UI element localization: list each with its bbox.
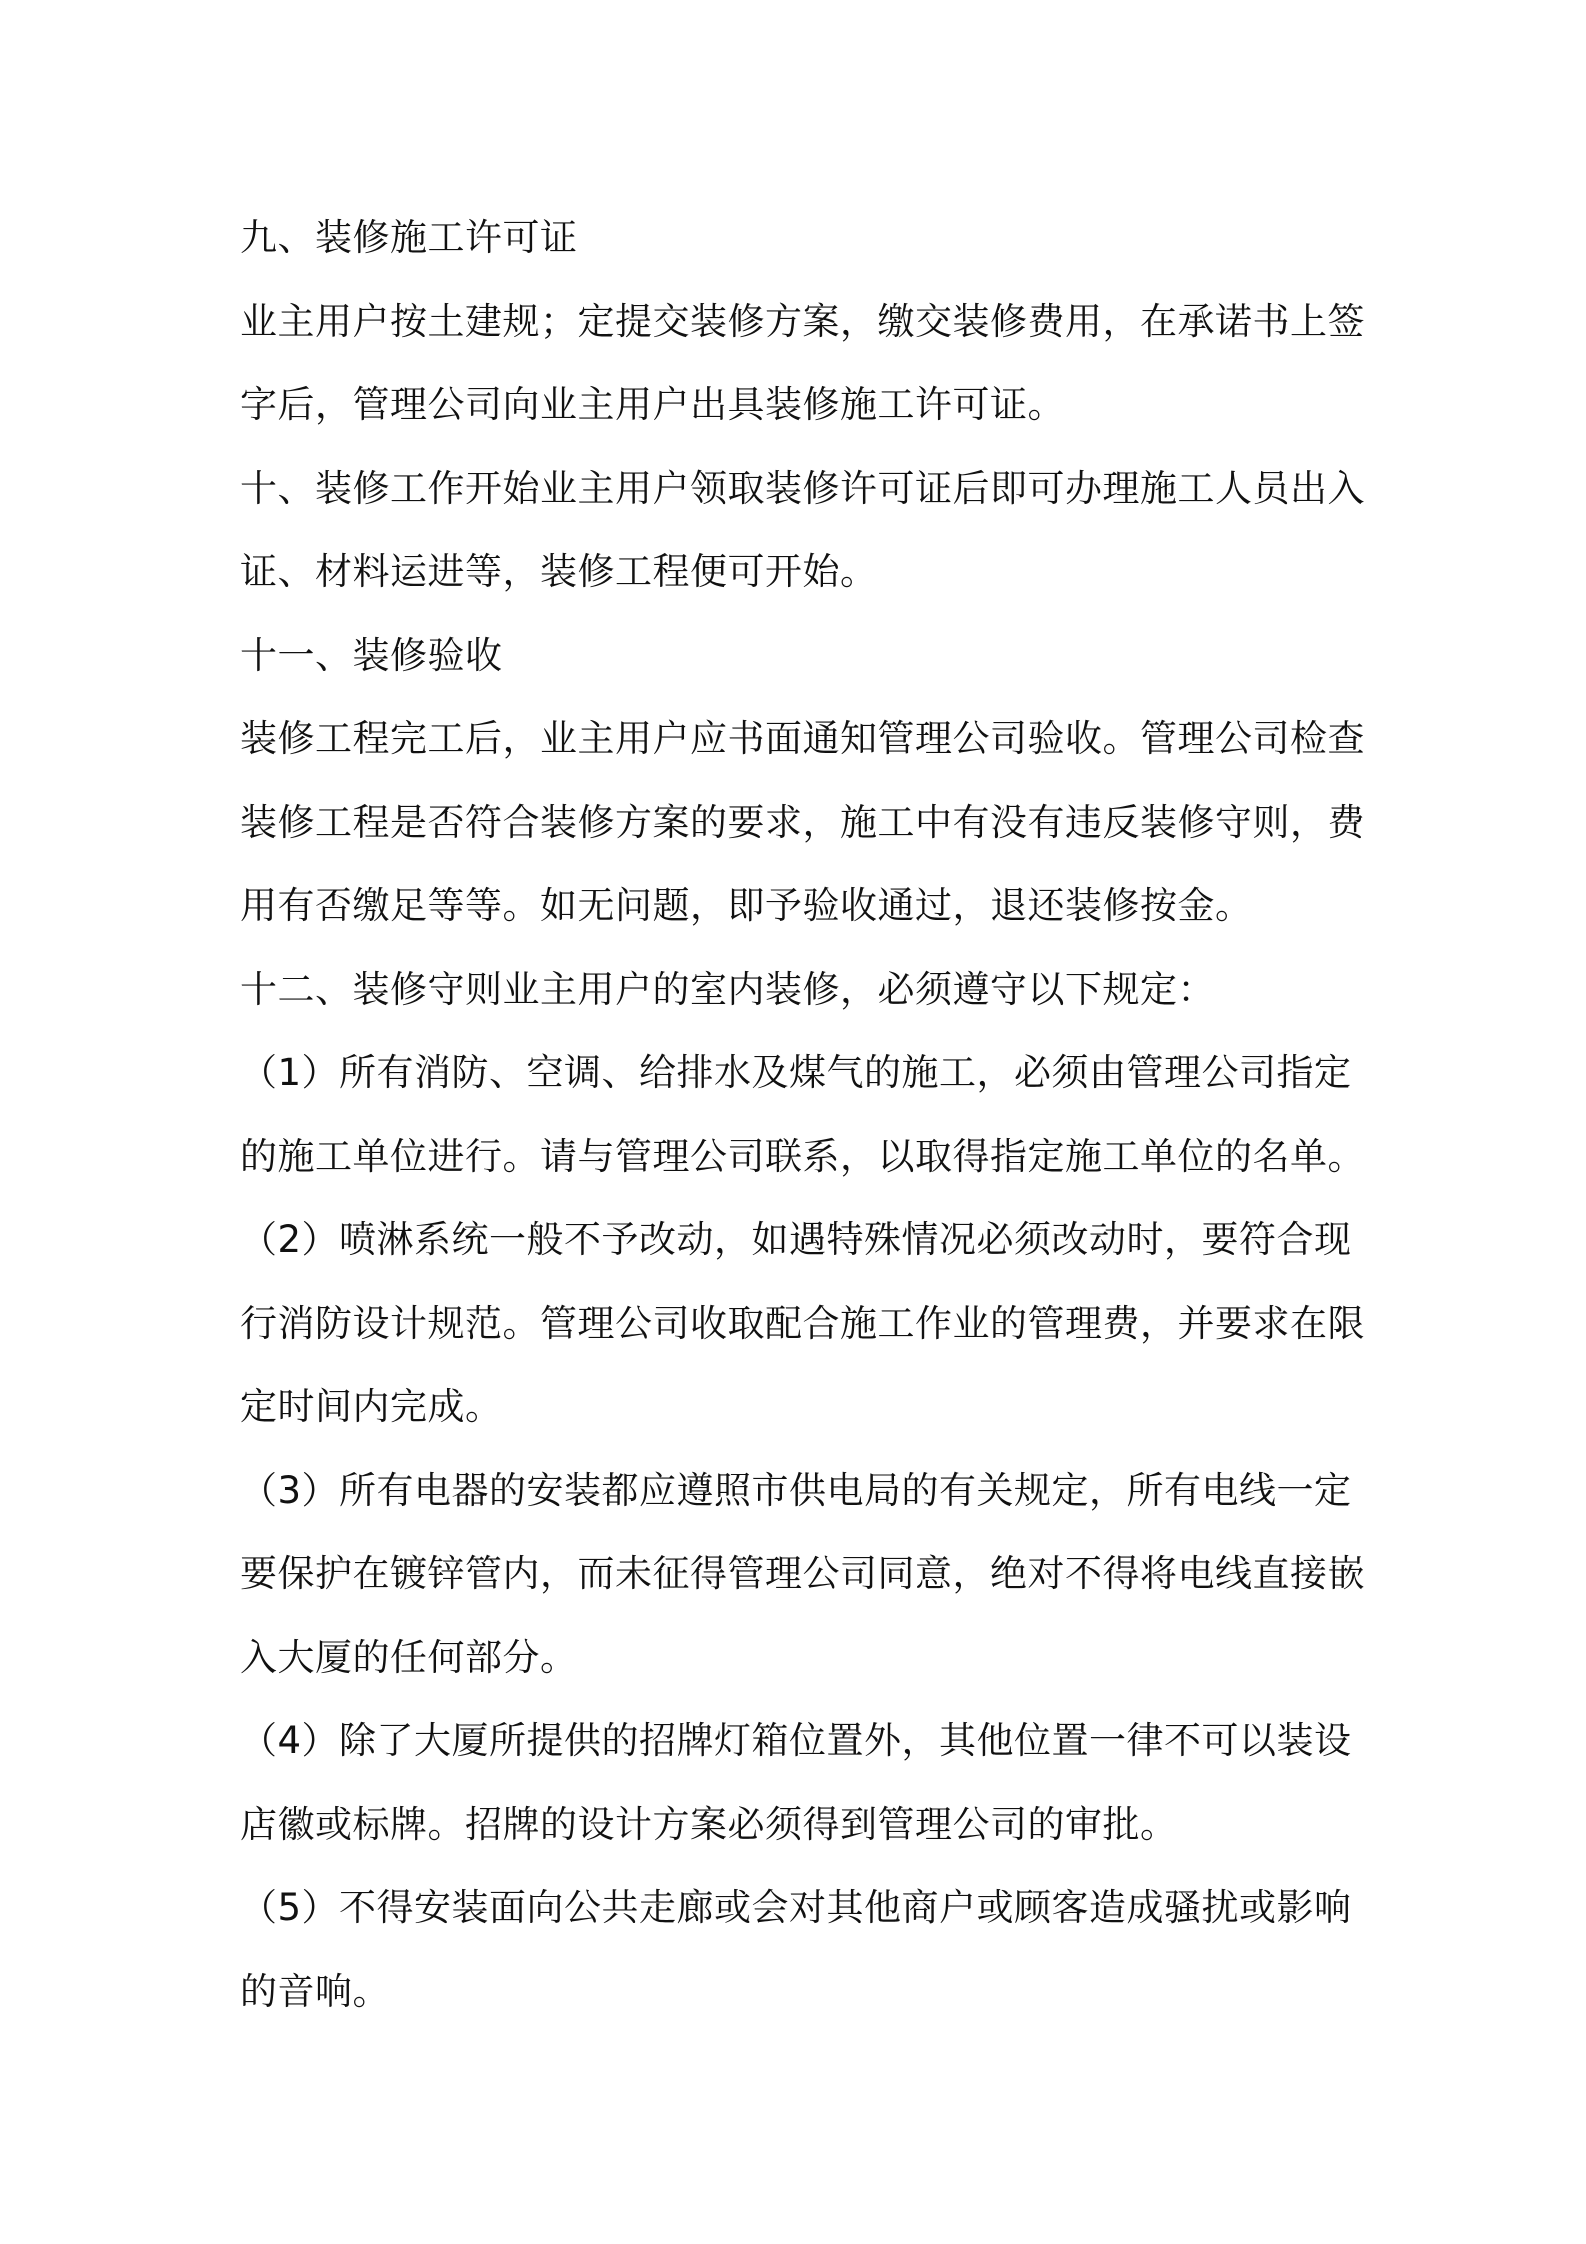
document-page (240, 196, 1365, 2033)
paragraph-line: 证、材料运进等，装修工程便可开始。 (240, 550, 878, 593)
paragraph-line: 业主用户按土建规；定提交装修方案，缴交装修费用，在承诺书上签 (240, 299, 1365, 343)
paragraph-line: 字后，管理公司向业主用户出具装修施工许可证。 (240, 383, 1065, 426)
section-heading-12: 十二、装修守则业主用户的室内装修，必须遵守以下规定： (240, 967, 1215, 1011)
paragraph-line: 的音响。 (240, 1969, 390, 2013)
rule-item-5: （5）不得安装面向公共走廊或会对其他商户或顾客造成骚扰或影响 (240, 1886, 1352, 1929)
rule-item-3: （3）所有电器的安装都应遵照市供电局的有关规定，所有电线一定 (240, 1468, 1352, 1512)
paragraph-line: 装修工程是否符合装修方案的要求，施工中有没有违反装修守则，费 (240, 800, 1365, 844)
paragraph-line: 用有否缴足等等。如无问题，即予验收通过，退还装修按金。 (240, 884, 1253, 927)
paragraph-line: 要保护在镀锌管内，而未征得管理公司同意，绝对不得将电线直接嵌 (240, 1552, 1365, 1595)
rule-item-4: （4）除了大厦所提供的招牌灯箱位置外，其他位置一律不可以装设 (240, 1719, 1352, 1762)
paragraph-line: 行消防设计规范。管理公司收取配合施工作业的管理费，并要求在限 (240, 1301, 1365, 1345)
section-heading-11: 十一、装修验收 (240, 633, 503, 677)
paragraph-line: 店徽或标牌。招牌的设计方案必须得到管理公司的审批。 (240, 1802, 1178, 1846)
paragraph-line: 的施工单位进行。请与管理公司联系，以取得指定施工单位的名单。 (240, 1134, 1365, 1178)
section-heading-10: 十、装修工作开始业主用户领取装修许可证后即可办理施工人员出入 (240, 466, 1365, 510)
paragraph-line: 装修工程完工后，业主用户应书面通知管理公司验收。管理公司检查 (240, 717, 1365, 760)
rule-item-2: （2）喷淋系统一般不予改动，如遇特殊情况必须改动时，要符合现 (240, 1218, 1352, 1261)
section-heading-9: 九、装修施工许可证 (240, 216, 578, 259)
paragraph-line: 入大厦的任何部分。 (240, 1635, 578, 1679)
rule-item-1: （1）所有消防、空调、给排水及煤气的施工，必须由管理公司指定 (240, 1051, 1352, 1094)
paragraph-line: 定时间内完成。 (240, 1385, 503, 1428)
